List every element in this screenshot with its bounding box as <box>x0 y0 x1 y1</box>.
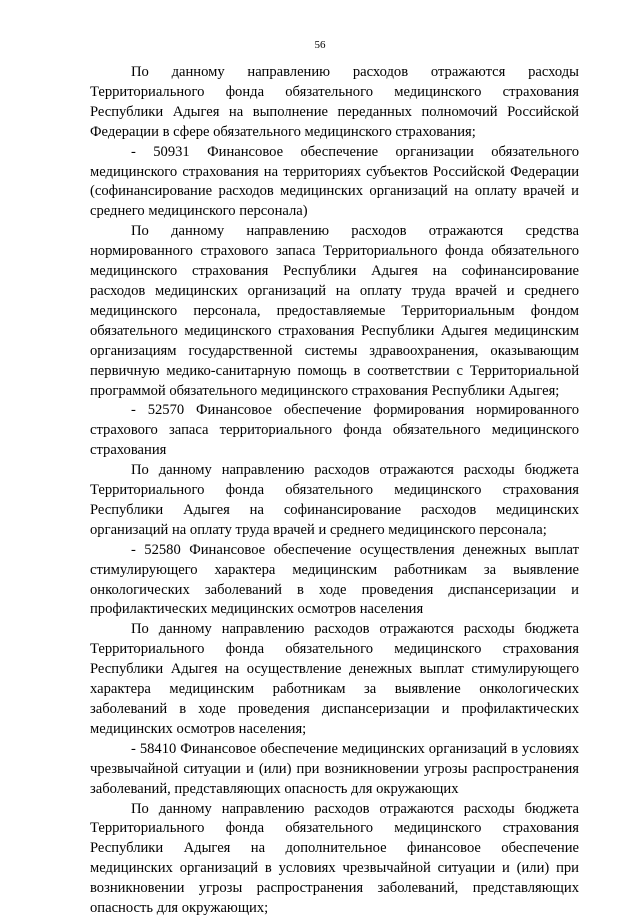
paragraph-rashody-peredannye-polnomochiya: По данному направлению расходов отражаются расходы Территориального фонда обязательного медицинского страхования Республики Адыгея на выполнение переданных полномочий Российской Федерации в сфере обязательного медицинского страхования; <box>90 64 579 140</box>
page-number: 56 <box>314 39 326 51</box>
list-item-50931: - 50931 Финансовое обеспечение организации обязательного медицинского страхования на территориях субъектов Российской Федерации (софинансирование расходов медицинских организаций на оплату врачей и среднего медицинского персонала) <box>90 143 579 220</box>
list-item-52570: - 52570 Финансовое обеспечение формирования нормированного страхового запаса территориального фонда обязательного медицинского страхования <box>90 402 579 459</box>
document-body <box>90 63 579 919</box>
list-item-58410: - 58410 Финансовое обеспечение медицинских организаций в условиях чрезвычайной ситуации и (или) при возникновении угрозы распространения заболеваний, представляющих опасность для окружающих <box>90 740 579 797</box>
paragraph-sofinansirovanie-oplaty-truda: По данному направлению расходов отражаются расходы бюджета Территориального фонда обязательного медицинского страхования Республики Адыгея на софинансирование расходов медицинских организаций на оплату труда врачей и среднего медицинского персонала; <box>90 462 579 538</box>
paragraph-normirovannyi-strahovoi-zapas: По данному направлению расходов отражаются средства нормированного страхового запаса Территориального фонда обязательного медицинского страхования Республики Адыгея на софинансирование расходов медицинских организаций на оплату труда врачей и среднего медицинского персонала, предоставляемые Территориальным фондом обязательного медицинского страхования Республики Адыгея медицинским организациям государственной системы здравоохранения, оказывающим первичную медико-санитарную помощь в соответствии с Территориальной программой обязательного медицинского страхования Республики Адыгея; <box>90 223 579 399</box>
paragraph-chrezvychainaya-situaciya: По данному направлению расходов отражаются расходы бюджета Территориального фонда обязательного медицинского страхования Республики Адыгея на дополнительное финансовое обеспечение медицинских организаций в условиях чрезвычайной ситуации и (или) при возникновении угрозы распространения заболеваний, представляющих опасность для окружающих; <box>90 800 579 917</box>
list-item-52580: - 52580 Финансовое обеспечение осуществления денежных выплат стимулирующего характера медицинским работникам за выявление онкологических заболеваний в ходе проведения диспансеризации и профилактических медицинских осмотров населения <box>90 541 579 618</box>
paragraph-stimuliruyushchie-vyplaty: По данному направлению расходов отражаются расходы бюджета Территориального фонда обязательного медицинского страхования Республики Адыгея на осуществление денежных выплат стимулирующего характера медицинским работникам за выявление онкологических заболеваний в ходе проведения диспансеризации и профилактических медицинских осмотров населения; <box>90 621 579 737</box>
